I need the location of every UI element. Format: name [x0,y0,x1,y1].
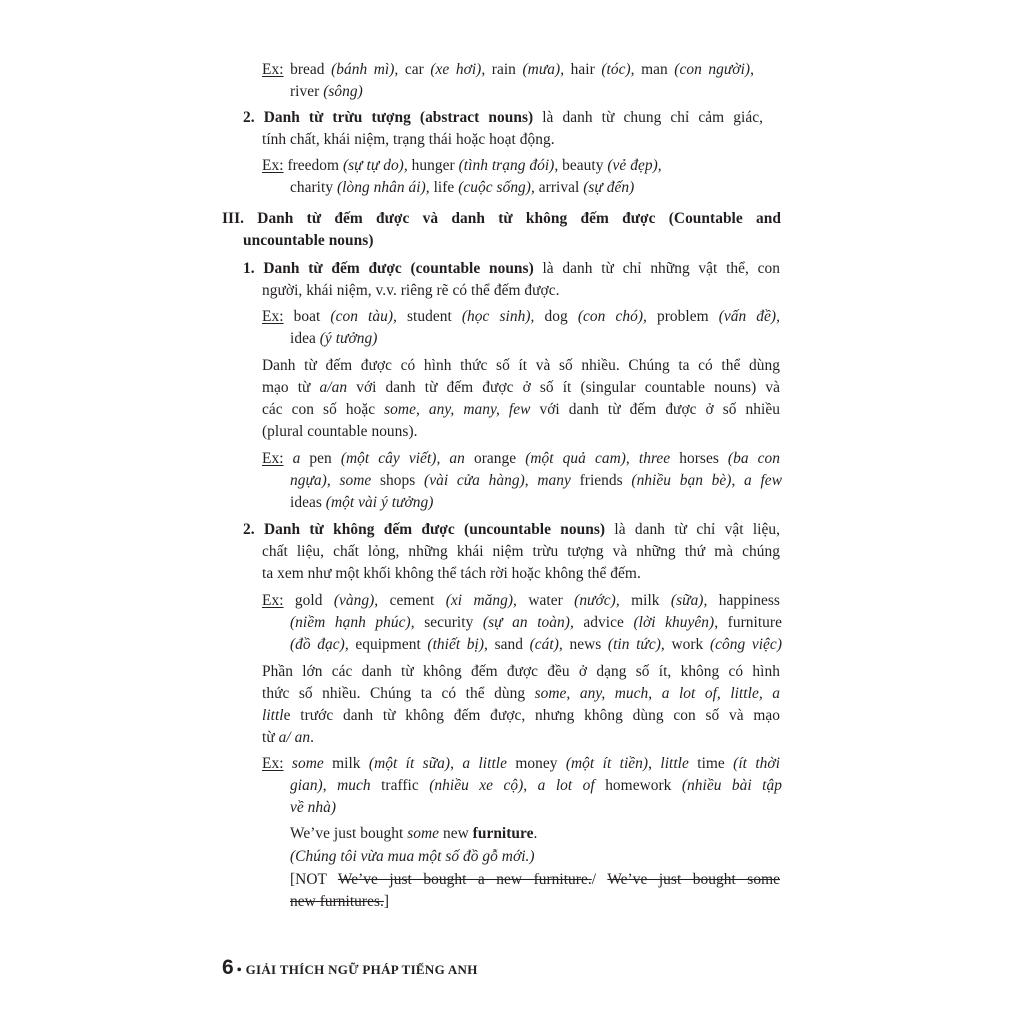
example-translation: gian) [290,777,323,794]
example-translation: (sông) [323,83,363,100]
example-translation: (mưa), [522,61,565,78]
example-word: freedom [287,157,340,174]
incorrect-examples-line-2 [290,891,389,913]
example-translation: (sự tự do), [342,157,408,174]
section-heading-text: III. Danh từ đếm được và danh từ không đếm được (Countable and [222,210,781,227]
example-word: work [671,636,704,653]
not-label: [NOT [290,871,338,888]
definition-text: là danh từ chỉ những vật thể, con [533,260,780,277]
quantifier: a lot of [537,777,595,794]
sentence-translation: (Chúng tôi vừa mua một số đồ gỗ mới.) [290,848,535,865]
example-translation: (học sinh), [461,308,535,325]
example-translation: (một ít tiền) [565,755,649,772]
punctuation: , [450,755,454,772]
example-word: water [528,592,563,609]
example-word: man [641,61,668,78]
abstract-definition-line-1 [243,107,763,129]
paragraph-italic: a/ an [278,729,311,746]
example-word: beauty [562,157,604,174]
countable-example-line-5 [290,492,433,514]
countable-definition-line-2 [262,280,560,302]
quantifier: some [407,825,440,842]
example-translation: (lòng nhân ái), [337,179,430,196]
quantifier: some [339,472,372,489]
punctuation: , [322,777,327,794]
example-translation: (một cây viết), [340,450,441,467]
countable-heading: 1. Danh từ đếm được (countable nouns) [243,260,534,277]
example-word: boat [293,308,321,325]
quantifier: a little [462,755,507,772]
definition-text: là danh từ chung chỉ cảm giác, [533,109,763,126]
example-translation: ngựa) [290,472,327,489]
uncountable-example-line-3 [290,634,782,656]
sentence-text: new [439,825,473,842]
sentence-text: We’ve just bought [290,825,408,842]
example-word: time [688,755,734,772]
paragraph-italic: littl [262,707,284,724]
paragraph-text: Phần lớn các danh từ không đếm được đều ở dạng số ít, không có hình [262,663,780,680]
example-word: news [569,636,602,653]
example-translation: (con tàu), [330,308,397,325]
example-translation: (tin tức), [607,636,665,653]
example-translation: (đồ đạc), [290,636,349,653]
example-word: orange [464,450,526,467]
ex-label: Ex: [262,157,284,174]
example-translation: (một vài ý tưởng) [325,494,434,511]
example-word: river [290,83,320,100]
example-translation: (một quả cam) [525,450,626,467]
example-word: milk [323,755,369,772]
example-translation: (bánh mì), [331,61,399,78]
example-translation: (vàng), [333,592,379,609]
countable-paragraph-line-4 [262,421,418,443]
paragraph-italic: a/an [319,379,348,396]
quantifier: an [449,450,465,467]
uncountable-paragraph-line-4 [262,727,314,749]
countable-paragraph-line-1 [262,355,780,377]
example-translation: (cuộc sống), [458,179,535,196]
example-translation: (xe hơi), [430,61,486,78]
uncountable-paragraph-line-3 [262,705,780,727]
example-translation: (tình trạng đói), [458,157,559,174]
paragraph-text: . [310,729,314,746]
abstract-definition-line-2 [262,129,555,151]
countable-example-line-4 [290,470,782,492]
example-word: milk [631,592,660,609]
example-translation: (công việc) [709,636,782,653]
example-word: horses [670,450,728,467]
example-word: life [433,179,455,196]
definition-text: ta xem như một khối không thể tách rời hoặc không thể đếm. [262,565,641,582]
furniture-translation [290,846,535,868]
paragraph-text: từ [262,729,279,746]
uncountable-paragraph-line-1 [262,661,780,683]
section-3-heading-line-1 [222,208,781,230]
quantifier: three [638,450,671,467]
uncountable-example-line-2 [290,612,782,634]
example-word: sand [494,636,523,653]
uncountable-example-line-4 [262,753,780,775]
uncountable-definition-line-1 [243,519,780,541]
example-word: dog [544,308,568,325]
countable-example-line-2 [290,328,377,350]
example-translation: về nhà) [290,799,337,816]
punctuation: , [524,472,529,489]
example-word: friends [570,472,632,489]
example-word: arrival [538,179,580,196]
example-translation: (vẻ đẹp), [607,157,662,174]
punctuation: , [750,61,754,78]
paragraph-text: thức số nhiều. Chúng ta có thể dùng [262,685,535,702]
example-word: car [404,61,424,78]
paragraph-text: (plural countable nouns). [262,423,418,440]
punctuation: , [625,450,630,467]
ex-label: Ex: [262,755,284,772]
example-word: security [424,614,474,631]
example-word: money [506,755,566,772]
incorrect-sentence: new furnitures. [290,893,384,910]
example-word: rain [491,61,516,78]
common-example-line-1 [262,59,754,81]
example-translation: (con người) [674,61,751,78]
quantifier: little [660,755,689,772]
example-translation: (con chó), [577,308,647,325]
incorrect-examples-line-1 [290,869,780,891]
example-translation: (nhiều bạn bè) [631,472,732,489]
example-translation: (niềm hạnh phúc), [290,614,415,631]
countable-example-line-3 [262,448,780,470]
countable-paragraph-line-2 [262,377,780,399]
uncountable-definition-line-3 [262,563,641,585]
example-translation: (nước), [574,592,620,609]
quantifier: many [537,472,571,489]
example-word: hair [570,61,595,78]
punctuation: , [326,472,331,489]
example-translation: (vấn đề), [718,308,781,325]
punctuation: , [523,777,528,794]
example-word: homework [594,777,682,794]
example-word: hunger [411,157,455,174]
punctuation: , [731,472,736,489]
emphasized-noun: furniture [472,825,534,842]
paragraph-text: các con số hoặc [262,401,385,418]
example-translation: (nhiều xe cộ) [429,777,524,794]
incorrect-sentence: We’ve just bought a new furniture. [337,871,592,888]
example-translation: (thiết bị), [427,636,488,653]
example-translation: (sự an toàn), [482,614,574,631]
example-word: cement [389,592,435,609]
punctuation: / [591,871,608,888]
uncountable-example-line-1 [262,590,780,612]
furniture-sentence [290,823,537,845]
ex-label: Ex: [262,592,284,609]
paragraph-text: mạo từ [262,379,320,396]
uncountable-heading: 2. Danh từ không đếm được (uncountable nouns) [243,521,606,538]
paragraph-text: với danh từ đếm được ở số nhiều [530,401,780,418]
definition-text: tính chất, khái niệm, trạng thái hoặc hoạt động. [262,131,555,148]
example-translation: (một ít sữa) [368,755,451,772]
book-title: GIẢI THÍCH NGỮ PHÁP TIẾNG ANH [245,962,478,977]
paragraph-text: với danh từ đếm được ở số ít (singular countable nouns) và [347,379,780,396]
countable-definition-line-1 [243,258,780,280]
example-word: traffic [370,777,430,794]
example-word: student [406,308,452,325]
common-example-line-2 [290,81,363,103]
example-translation: (ít thời [733,755,781,772]
example-translation: (ba con [727,450,781,467]
footer-bullet: • [236,963,242,978]
example-word: shops [371,472,425,489]
paragraph-italic: some, any, much, a lot of, little, a [534,685,780,702]
example-translation: (sự đến) [583,179,635,196]
example-word: problem [656,308,709,325]
punctuation: , [648,755,652,772]
example-word: furniture [727,614,782,631]
page-number: 6 [222,956,234,979]
abstract-example-line-1 [262,155,662,177]
countable-example-line-1 [262,306,780,328]
example-translation: (tóc), [601,61,635,78]
paragraph-text: Danh từ đếm được có hình thức số ít và số nhiều. Chúng ta có thể dùng [262,357,780,374]
punctuation: ] [383,893,390,910]
abstract-heading: 2. Danh từ trừu tượng (abstract nouns) [243,109,534,126]
ex-label: Ex: [262,308,284,325]
example-word: equipment [355,636,421,653]
uncountable-definition-line-2 [262,541,780,563]
example-word: bread [290,61,325,78]
example-word: ideas [290,494,322,511]
abstract-example-line-2 [290,177,634,199]
example-translation: (xi măng), [445,592,517,609]
page-footer [222,956,478,980]
example-word: happiness [718,592,780,609]
definition-text: chất liệu, chất lỏng, những khái niệm trừu tượng và những thứ mà chúng [262,543,780,560]
quantifier: some [291,755,324,772]
section-3-heading-line-2 [243,230,374,252]
example-translation: (ý tưởng) [319,330,378,347]
quantifier: a few [744,472,783,489]
example-word: advice [583,614,624,631]
incorrect-sentence: We’ve just bought some [607,871,780,888]
definition-text: là danh từ chỉ vật liệu, [605,521,781,538]
definition-text: người, khái niệm, v.v. riêng rẽ có thể đếm được. [262,282,560,299]
ex-label: Ex: [262,450,284,467]
paragraph-italic: some, any, many, few [384,401,531,418]
example-word: charity [290,179,334,196]
uncountable-example-line-5 [290,775,782,797]
quantifier: a [292,450,301,467]
example-word: idea [290,330,316,347]
example-translation: (vài cửa hàng) [424,472,525,489]
section-heading-text: uncountable nouns) [243,232,374,249]
example-translation: (lời khuyên), [633,614,719,631]
example-word: pen [300,450,341,467]
example-word: gold [294,592,323,609]
uncountable-paragraph-line-2 [262,683,780,705]
paragraph-text: e trước danh từ không đếm được, nhưng không dùng con số và mạo [283,707,780,724]
ex-label: Ex: [262,61,284,78]
example-translation: (nhiều bài tập [681,777,782,794]
example-translation: (sữa), [670,592,708,609]
countable-paragraph-line-3 [262,399,780,421]
uncountable-example-line-6 [290,797,336,819]
punctuation: . [533,825,538,842]
example-translation: (cát), [529,636,563,653]
quantifier: much [337,777,371,794]
